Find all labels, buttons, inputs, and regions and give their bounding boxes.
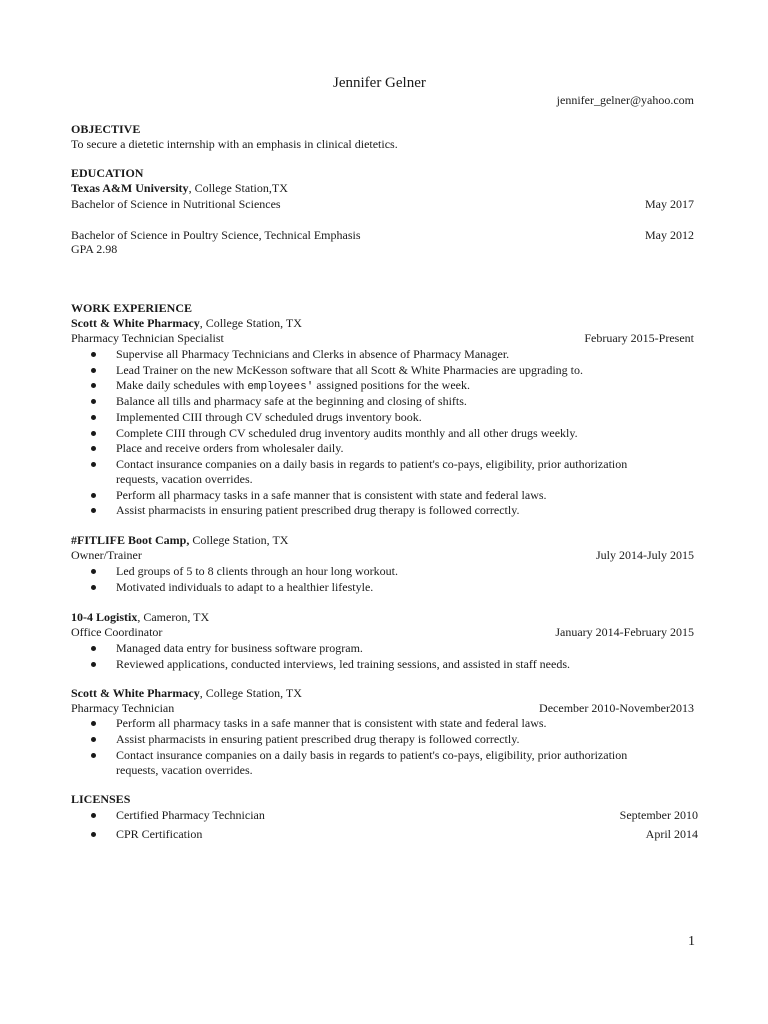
license-2-date: April 2014 [645,827,698,841]
job-4-employer-line [71,686,302,701]
job-1-bullet-3 [116,378,470,395]
job-2-title: Owner/Trainer [71,548,142,562]
job-1-bullet-1: Supervise all Pharmacy Technicians and Clerks in absence of Pharmacy Manager. [116,347,510,361]
bullet-dot [91,399,96,404]
bullet-dot [91,383,96,388]
job-employer: #FITLIFE Boot Camp, [71,533,190,547]
degree-1-date: May 2017 [645,197,694,211]
job-4-bullet-1: Perform all pharmacy tasks in a safe manner that is consistent with state and federal laws. [116,716,547,730]
bullet-dot [91,493,96,498]
job-1-dates: February 2015-Present [584,331,694,345]
bullet-dot [91,569,96,574]
bullet-text: Make daily schedules with [116,378,248,392]
section-heading-licenses: LICENSES [71,792,131,806]
bullet-dot [91,462,96,467]
job-3-bullet-2: Reviewed applications, conducted interviews, led training sessions, and assisted in staff needs. [116,657,571,671]
job-1-employer-line [71,316,302,331]
bullet-dot [91,508,96,513]
bullet-dot [91,646,96,651]
bullet-dot [91,813,96,818]
license-1-name: Certified Pharmacy Technician [116,808,265,822]
section-heading-education: EDUCATION [71,166,144,180]
gpa: GPA 2.98 [71,242,118,256]
job-1-bullet-8-cont: requests, vacation overrides. [116,472,253,486]
job-1-bullet-5: Implemented CIII through CV scheduled drugs inventory book. [116,410,422,424]
education-school-line [71,181,288,196]
candidate-name: Jennifer Gelner [333,75,426,91]
job-2-bullet-1: Led groups of 5 to 8 clients through an hour long workout. [116,564,398,578]
job-1-bullet-6: Complete CIII through CV scheduled drug inventory audits monthly and all other drugs weekly. [116,426,578,440]
job-1-bullet-4: Balance all tills and pharmacy safe at the beginning and closing of shifts. [116,394,467,408]
job-1-title: Pharmacy Technician Specialist [71,331,224,345]
job-3-bullet-1: Managed data entry for business software program. [116,641,363,655]
page-number: 1 [688,934,695,949]
job-4-title: Pharmacy Technician [71,701,175,715]
degree-1: Bachelor of Science in Nutritional Sciences [71,197,281,211]
job-2-bullet-2: Motivated individuals to adapt to a healthier lifestyle. [116,580,374,594]
degree-2: Bachelor of Science in Poultry Science, Technical Emphasis [71,228,361,242]
bullet-mono-text: employees' [247,381,314,393]
job-2-employer-line [71,533,288,548]
job-1-bullet-9: Perform all pharmacy tasks in a safe manner that is consistent with state and federal laws. [116,488,547,502]
objective-text: To secure a dietetic internship with an emphasis in clinical dietetics. [71,137,398,151]
bullet-dot [91,352,96,357]
section-heading-objective: OBJECTIVE [71,122,141,136]
job-location: , College Station, TX [199,316,302,330]
section-heading-work-experience: WORK EXPERIENCE [71,301,193,315]
school-location: , College Station,TX [188,181,288,195]
bullet-dot [91,662,96,667]
bullet-text-tail: assigned positions for the week. [313,378,470,392]
bullet-dot [91,368,96,373]
job-1-bullet-7: Place and receive orders from wholesaler daily. [116,441,344,455]
bullet-dot [91,446,96,451]
school-name: Texas A&M University [71,181,189,195]
job-4-bullet-2: Assist pharmacists in ensuring patient prescribed drug therapy is followed correctly. [116,732,520,746]
job-location: , Cameron, TX [137,610,210,624]
job-3-dates: January 2014-February 2015 [555,625,694,639]
job-location: College Station, TX [189,533,289,547]
job-1-bullet-8: Contact insurance companies on a daily basis in regards to patient's co-pays, eligibility, prior authorization [116,457,628,471]
bullet-dot [91,832,96,837]
job-1-bullet-2: Lead Trainer on the new McKesson software that all Scott & White Pharmacies are upgrading to. [116,363,583,377]
bullet-dot [91,737,96,742]
job-employer: 10-4 Logistix [71,610,138,624]
job-3-title: Office Coordinator [71,625,163,639]
bullet-dot [91,721,96,726]
job-4-dates: December 2010-November2013 [539,701,694,715]
job-2-dates: July 2014-July 2015 [595,548,694,562]
license-1-date: September 2010 [619,808,698,822]
job-employer: Scott & White Pharmacy [71,316,200,330]
bullet-dot [91,753,96,758]
job-4-bullet-3-cont: requests, vacation overrides. [116,763,253,777]
degree-2-date: May 2012 [645,228,694,242]
job-1-bullet-10: Assist pharmacists in ensuring patient prescribed drug therapy is followed correctly. [116,503,520,517]
job-location: , College Station, TX [199,686,302,700]
license-2-name: CPR Certification [116,827,203,841]
email-address: jennifer_gelner@yahoo.com [556,93,694,107]
job-4-bullet-3: Contact insurance companies on a daily basis in regards to patient's co-pays, eligibility, prior authorization [116,748,628,762]
job-employer: Scott & White Pharmacy [71,686,200,700]
bullet-dot [91,585,96,590]
bullet-dot [91,415,96,420]
job-3-employer-line [71,610,209,625]
bullet-dot [91,431,96,436]
